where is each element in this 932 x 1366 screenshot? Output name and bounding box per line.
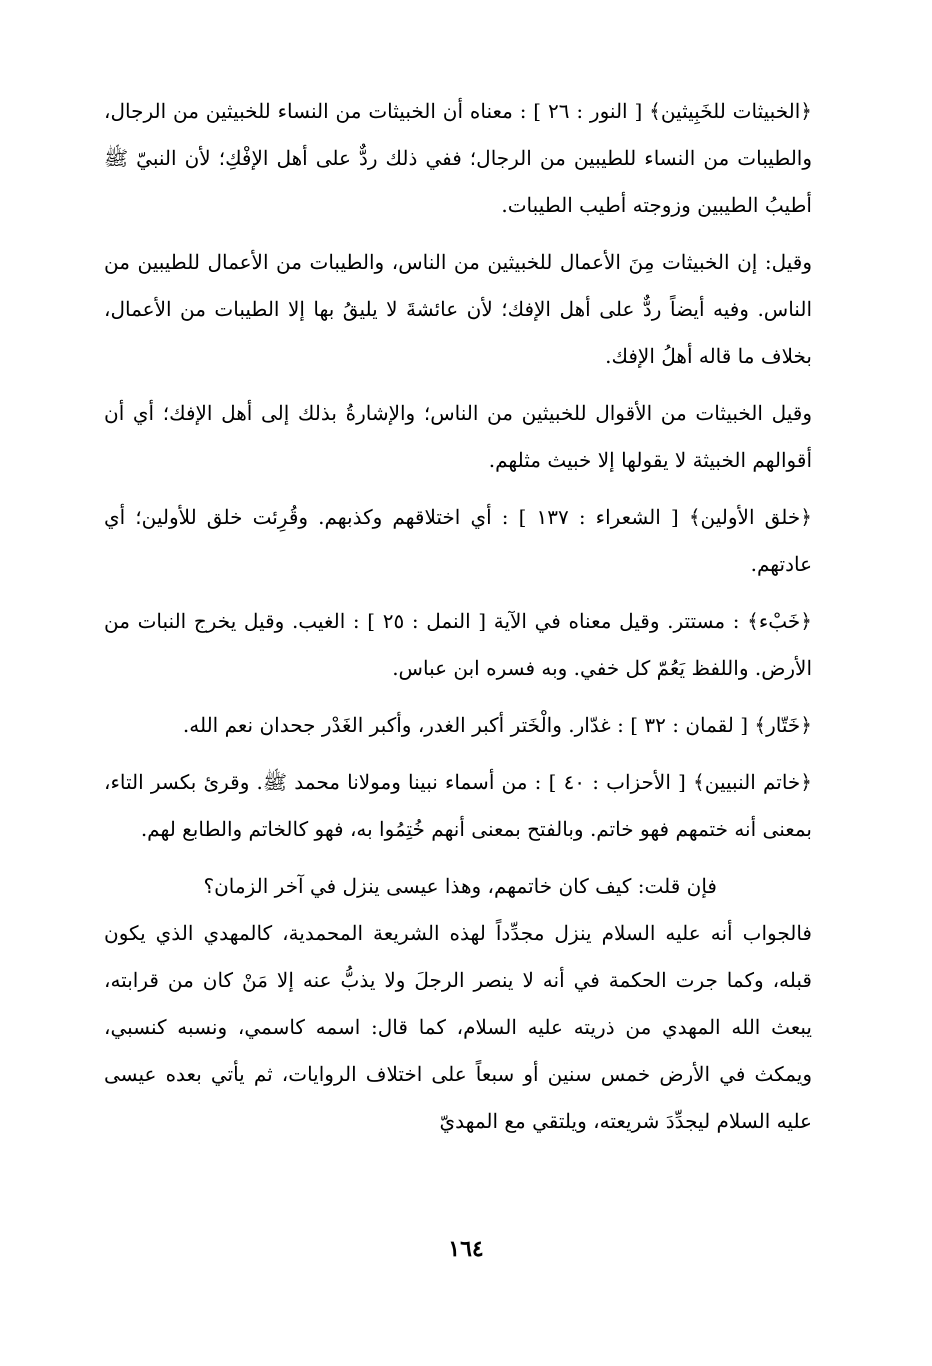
paragraph-khabithat: ﴿الخبيثات للخَبِيثين﴾ [ النور : ٢٦ ] : معناه أن الخبيثات من النساء للخبيثين من الرجال، والطيبات من النساء للطيبين من الرجال؛ ففي ذلك ردٌّ على أهل الإفْكِ؛ لأن النبيّ ﷺ أطيبُ الطيبين وزوجته أطيب الطيبات. — [104, 99, 812, 217]
paragraph-khabithat-amal: وقيل: إن الخبيثات مِنَ الأعمال للخبيثين من الناس، والطيبات من الأعمال للطيبين من الناس. وفيه أيضاً ردٌّ على أهل الإفك؛ لأن عائشةَ لا يليقُ بها إلا الطيبات من الأعمال، بخلاف ما قاله أهلُ الإفك. — [104, 250, 812, 368]
paragraph-khab: ﴿خَبْء﴾ : مستتر. وقيل معناه في الآية [ النمل : ٢٥ ] : الغيب. وقيل يخرج النبات من الأرض. واللفظ يَعُمّ كل خفي. وبه فسره ابن عباس. — [104, 609, 812, 680]
page-number: ١٦٤ — [448, 1236, 484, 1262]
question-line: فإن قلت: كيف كان خاتمهم، وهذا عيسى ينزل في آخر الزمان؟ — [203, 874, 717, 898]
page-body — [104, 88, 812, 1155]
paragraph-khattar: ﴿خَتّار﴾ [ لقمان : ٣٢ ] : غدّار. والْخَتر أكبر الغدر، وأكبر الغَدْر جحدان نعم الله. — [182, 713, 812, 737]
paragraph-khuluq-awwalin: ﴿خلق الأولين﴾ [ الشعراء : ١٣٧ ] : أي اختلاقهم وكذبهم. وقُرِئت خلق للأولين؛ أي عادتهم. — [104, 505, 812, 576]
answer-paragraph: فالجواب أنه عليه السلام ينزل مجدِّداً لهذه الشريعة المحمدية، كالمهدي الذي يكون قبله، وكما جرت الحكمة في أنه لا ينصر الرجلَ ولا يذبُّ عنه إلا مَنْ كان من قرابته، يبعث الله المهدي من ذريته عليه السلام، كما قال: اسمه كاسمي، ونسبه كنسبي، ويمكث في الأرض خمس سنين أو سبعاً على اختلاف الروايات، ثم يأتي بعده عيسى عليه السلام ليجدِّدَ شريعته، ويلتقي مع المهديّ — [104, 921, 812, 1133]
paragraph-khatam-nabiyyin: ﴿خاتم النبيين﴾ [ الأحزاب : ٤٠ ] : من أسماء نبينا ومولانا محمد ﷺ. وقرئ بكسر التاء، بمعنى أنه ختمهم فهو خاتم. وبالفتح بمعنى أنهم خُتِمُوا به، فهو كالخاتم والطابع لهم. — [104, 770, 812, 841]
paragraph-khabithat-aqwal: وقيل الخبيثات من الأقوال للخبيثين من الناس؛ والإشارةُ بذلك إلى أهل الإفك؛ أي أن أقوالهم الخبيثة لا يقولها إلا خبيث مثلهم. — [104, 401, 812, 472]
